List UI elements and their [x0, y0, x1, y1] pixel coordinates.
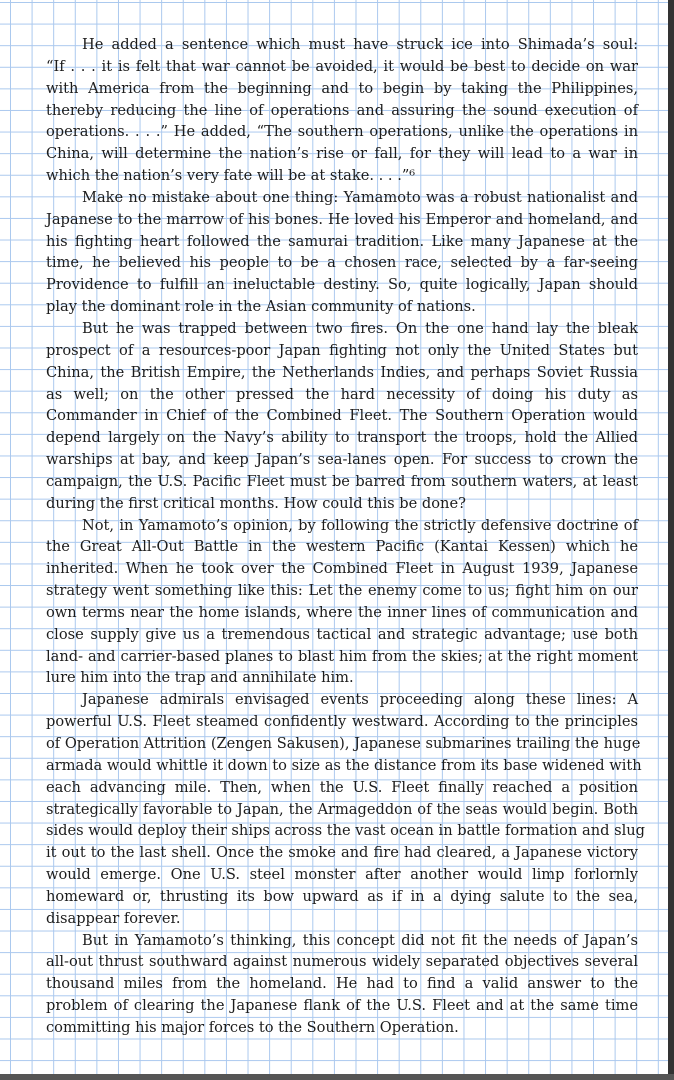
paragraph	[46, 34, 638, 187]
text-line: inherited. When he took over the Combined Fleet in August 1939, Japanese	[46, 560, 638, 578]
text-line: it out to the last shell. Once the smoke and fire had cleared, a Japanese victory	[46, 844, 638, 862]
paragraph	[46, 318, 638, 515]
text-line: Providence to fulfill an ineluctable destiny. So, quite logically, Japan should	[46, 276, 638, 294]
text-line: powerful U.S. Fleet steamed confidently westward. According to the principles	[46, 713, 638, 731]
text-line: thousand miles from the homeland. He had to find a valid answer to the	[46, 975, 638, 993]
text-line: armada would whittle it down to size as the distance from its base widened with	[46, 756, 642, 774]
text-line: land- and carrier-based planes to blast him from the skies; at the right moment	[46, 647, 638, 665]
text-line: would emerge. One U.S. steel monster after another would limp forlornly	[46, 866, 638, 884]
paragraph	[46, 187, 638, 318]
text-line: his fighting heart followed the samurai tradition. Like many Japanese at the	[46, 232, 638, 250]
text-line: problem of clearing the Japanese flank of the U.S. Fleet and at the same time	[46, 997, 638, 1015]
text-line: warships at bay, and keep Japan’s sea-lanes open. For success to crown the	[46, 451, 638, 469]
text-line: disappear forever.	[46, 909, 181, 927]
text-line: But in Yamamoto’s thinking, this concept did not fit the needs of Japan’s	[82, 931, 638, 949]
text-line: prospect of a resources-poor Japan fighting not only the United States but	[46, 341, 638, 359]
text-line: each advancing mile. Then, when the U.S. Fleet finally reached a position	[46, 778, 638, 796]
text-line: during the first critical months. How could this be done?	[46, 494, 466, 512]
page-edge-bottom	[0, 1074, 674, 1080]
text-line: But he was trapped between two fires. On the one hand lay the bleak	[82, 319, 638, 337]
text-line: which the nation’s very fate will be at stake. . . .”⁶	[46, 167, 416, 185]
paragraph	[46, 930, 638, 1039]
text-line: the Great All-Out Battle in the western Pacific (Kantai Kessen) which he	[46, 538, 638, 556]
page-edge-right	[668, 0, 674, 1080]
text-line: sides would deploy their ships across the vast ocean in battle formation and slug	[46, 822, 645, 840]
text-line: China, will determine the nation’s rise or fall, for they will lead to a war in	[46, 145, 638, 163]
text-line: He added a sentence which must have struck ice into Shimada’s soul:	[82, 36, 638, 53]
text-line: as well; on the other pressed the hard necessity of doing his duty as	[46, 385, 638, 403]
text-line: Make no mistake about one thing: Yamamoto was a robust nationalist and	[82, 188, 638, 206]
text-line: China, the British Empire, the Netherlands Indies, and perhaps Soviet Russia	[46, 363, 638, 381]
text-line: own terms near the home islands, where the inner lines of communication and	[46, 603, 638, 621]
text-line: Japanese admirals envisaged events proceeding along these lines: A	[82, 691, 638, 709]
text-line: homeward or, thrusting its bow upward as if in a dying salute to the sea,	[46, 887, 638, 905]
text-line: campaign, the U.S. Pacific Fleet must be barred from southern waters, at least	[46, 472, 638, 490]
text-line: lure him into the trap and annihilate him.	[46, 669, 354, 687]
text-line: committing his major forces to the Southern Operation.	[46, 1018, 459, 1036]
text-line: Japanese to the marrow of his bones. He loved his Emperor and homeland, and	[46, 210, 638, 228]
text-line: time, he believed his people to be a chosen race, selected by a far-seeing	[46, 254, 638, 272]
text-line: Commander in Chief of the Combined Fleet. The Southern Operation would	[46, 407, 638, 425]
text-line: Not, in Yamamoto’s opinion, by following the strictly defensive doctrine of	[82, 516, 638, 534]
text-line: close supply give us a tremendous tactical and strategic advantage; use both	[46, 625, 638, 643]
book-page-text	[46, 34, 645, 1039]
text-line: all-out thrust southward against numerous widely separated objectives several	[46, 953, 638, 971]
text-line: strategically favorable to Japan, the Armageddon of the seas would begin. Both	[46, 800, 638, 818]
text-line: play the dominant role in the Asian community of nations.	[46, 298, 476, 316]
text-line: operations. . . .” He added, “The southern operations, unlike the operations in	[46, 123, 638, 141]
text-line: depend largely on the Navy’s ability to transport the troops, hold the Allied	[46, 429, 638, 447]
text-line: of Operation Attrition (Zengen Sakusen), Japanese submarines trailing the huge	[46, 735, 641, 752]
text-line: with America from the beginning and to begin by taking the Philippines,	[46, 79, 638, 97]
text-line: “If . . . it is felt that war cannot be avoided, it would be best to decide on war	[46, 57, 638, 75]
text-line: strategy went something like this: Let the enemy come to us; fight him on our	[46, 582, 638, 600]
paragraph	[46, 689, 645, 929]
paragraph	[46, 515, 638, 690]
text-line: thereby reducing the line of operations and assuring the sound execution of	[46, 101, 638, 119]
